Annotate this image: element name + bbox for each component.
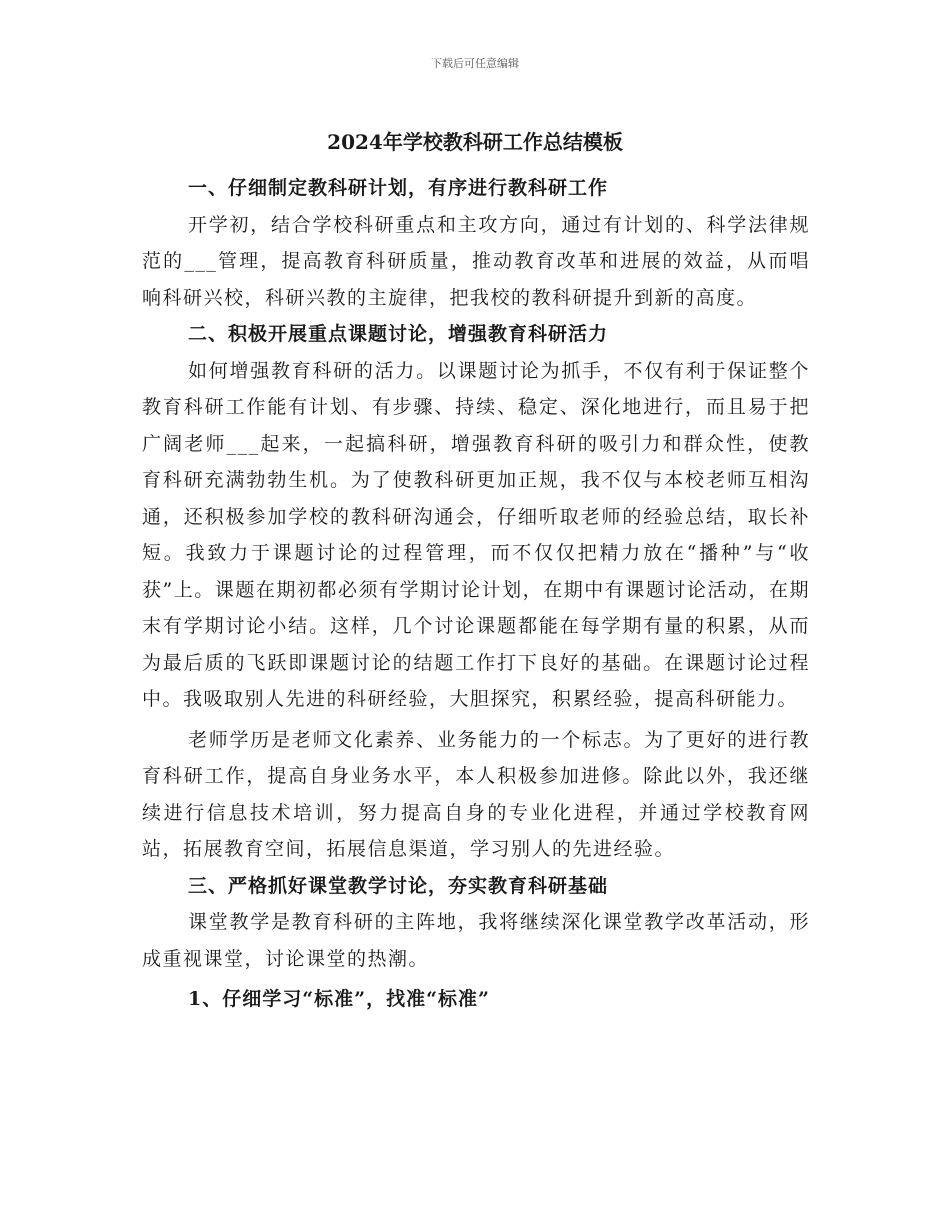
paragraph: 开学初，结合学校科研重点和主攻方向，通过有计划的、科学法律规范的___管理，提高教育科研质量，推动教育改革和进展的效益，从而唱响科研兴校，科研兴教的主旋律，把我校的教科研提升到新的高度。 [142,213,810,309]
section-heading-1: 一、仔细制定教科研计划，有序进行教科研工作 [188,177,609,199]
header-note: 下载后可任意编辑 [431,57,519,70]
paragraph: 如何增强教育科研的活力。以课题讨论为抓手，不仅有利于保证整个教育科研工作能有计划、有步骤、持续、稳定、深化地进行，而且易于把广阔老师___起来，一起搞科研，增强教育科研的吸引力和群众性，使教育科研充满勃勃生机。为了使教科研更加正规，我不仅与本校老师互相沟通，还积极参加学校的教科研沟通会，仔细听取老师的经验总结，取长补短。我致力于课题讨论的过程管理，而不仅仅把精力放在“播种”与“收获”上。课题在期初都必须有学期讨论计划，在期中有课题讨论活动，在期末有学期讨论小结。这样，几个讨论课题都能在每学期有量的积累，从而为最后质的飞跃即课题讨论的结题工作打下良好的基础。在课题讨论过程中。我吸取别人先进的科研经验，大胆探究，积累经验，提高科研能力。 [142,359,810,710]
document-body [142,170,810,1018]
paragraph: 课堂教学是教育科研的主阵地，我将继续深化课堂教学改革活动，形成重视课堂，讨论课堂的热潮。 [142,911,810,970]
paragraph: 老师学历是老师文化素养、业务能力的一个标志。为了更好的进行教育科研工作，提高自身业务水平，本人积极参加进修。除此以外，我还继续进行信息技术培训，努力提高自身的专业化进程，并通过学校教育网站，拓展教育空间，拓展信息渠道，学习别人的先进经验。 [142,728,810,860]
section-heading-2: 二、积极开展重点课题讨论，增强教育科研活力 [188,323,609,345]
subsection-heading-1: 1、仔细学习“标准”，找准“标准” [188,988,490,1010]
document-title: 2024年学校教科研工作总结模板 [327,130,623,154]
section-heading-3: 三、严格抓好课堂教学讨论，夯实教育科研基础 [188,874,609,897]
